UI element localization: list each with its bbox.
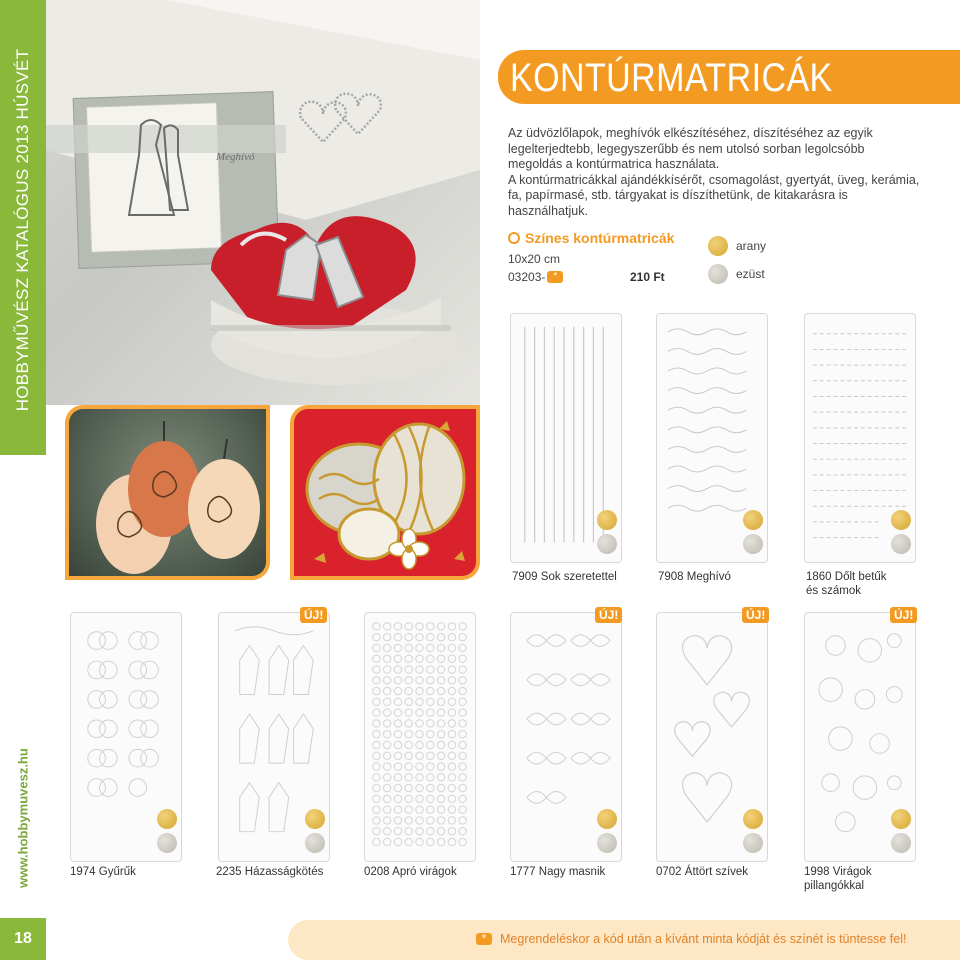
product-price: 210 Ft xyxy=(630,270,665,284)
new-badge-1998: ÚJ! xyxy=(890,607,917,623)
sheet-label-0208: 0208 Apró virágok xyxy=(364,866,457,878)
product-size: 10x20 cm xyxy=(508,252,561,266)
svg-text:Meghívó: Meghívó xyxy=(216,151,255,163)
silver-color-swatch[interactable] xyxy=(743,833,763,853)
gold-color-swatch[interactable] xyxy=(743,510,763,530)
star-icon: * xyxy=(476,933,492,945)
sheet-color-swatches xyxy=(743,510,763,554)
wedding-card-illustration xyxy=(46,0,480,405)
gold-color-swatch[interactable] xyxy=(597,510,617,530)
sheet-color-swatches xyxy=(891,510,911,554)
page-title: KONTÚRMATRICÁK xyxy=(510,56,833,100)
intro-paragraph-2: A kontúrmatricákkal ajándékkísérőt, csomagolást, gyertyát, üveg, kerámia, fa, papírmasé, stb. tárgyakat is díszíthetünk, de kitakarásra is használhatjuk. xyxy=(508,172,920,218)
sticker-sheet-7908[interactable] xyxy=(656,313,768,563)
sheet-pattern-flowers xyxy=(371,621,469,846)
catalog-title: HOBBYMŰVÉSZ KATALÓGUS 2013 HÚSVÉT xyxy=(13,48,32,412)
new-badge-0702: ÚJ! xyxy=(742,607,769,623)
gold-color-swatch[interactable] xyxy=(743,809,763,829)
gold-color-swatch[interactable] xyxy=(305,809,325,829)
gold-color-swatch xyxy=(708,236,728,256)
silver-color-swatch[interactable] xyxy=(743,534,763,554)
sheet-label-7909: 7909 Sok szeretettel xyxy=(512,571,617,583)
sheet-color-swatches xyxy=(157,809,177,853)
wedding-card-photo xyxy=(46,0,480,405)
sheet-color-swatches xyxy=(597,809,617,853)
sticker-sheet-1860[interactable] xyxy=(804,313,916,563)
sheet-label-1860: 1860 Dőlt betűk és számok xyxy=(806,571,887,597)
sticker-sheet-0702[interactable] xyxy=(656,612,768,862)
silver-color-swatch[interactable] xyxy=(597,833,617,853)
silver-label: ezüst xyxy=(736,267,765,281)
product-code: 03203- xyxy=(508,270,546,284)
legend-gold xyxy=(708,232,766,260)
sheet-label-1998: 1998 Virágok pillangókkal xyxy=(804,866,872,892)
sticker-sheet-0208[interactable] xyxy=(364,612,476,862)
sticker-sheet-2235[interactable] xyxy=(218,612,330,862)
catalog-sidebar xyxy=(0,0,46,455)
color-legend xyxy=(708,232,766,288)
sheet-color-swatches xyxy=(743,809,763,853)
intro-text xyxy=(508,126,920,219)
gold-color-swatch[interactable] xyxy=(891,809,911,829)
bullet-circle-icon xyxy=(508,232,520,244)
gold-color-swatch[interactable] xyxy=(597,809,617,829)
sticker-sheet-1974[interactable] xyxy=(70,612,182,862)
new-badge-1777: ÚJ! xyxy=(595,607,622,623)
legend-silver xyxy=(708,260,766,288)
egg-candles-photo xyxy=(65,405,270,580)
product-title: Színes kontúrmatricák xyxy=(525,230,675,246)
gold-color-swatch[interactable] xyxy=(891,510,911,530)
easter-eggs-card-photo xyxy=(290,405,480,580)
gold-label: arany xyxy=(736,239,767,253)
egg-candles-illustration xyxy=(69,409,266,576)
sheet-label-0702: 0702 Áttört szívek xyxy=(656,866,749,878)
product-title-row xyxy=(508,230,678,246)
website-link[interactable]: www.hobbymuvesz.hu xyxy=(15,748,31,888)
silver-color-swatch[interactable] xyxy=(891,534,911,554)
sheet-label-7908: 7908 Meghívó xyxy=(658,571,731,583)
silver-color-swatch[interactable] xyxy=(305,833,325,853)
easter-eggs-illustration xyxy=(294,409,476,576)
page-number: 18 xyxy=(0,918,46,960)
sticker-sheet-1777[interactable] xyxy=(510,612,622,862)
sheet-color-swatches xyxy=(597,510,617,554)
sheet-label-1974: 1974 Gyűrűk xyxy=(70,866,136,878)
silver-color-swatch[interactable] xyxy=(597,534,617,554)
product-code-row xyxy=(508,270,678,284)
gold-color-swatch[interactable] xyxy=(157,809,177,829)
silver-color-swatch[interactable] xyxy=(157,833,177,853)
sticker-sheet-1998[interactable] xyxy=(804,612,916,862)
sheet-color-swatches xyxy=(891,809,911,853)
footer-note: Megrendeléskor a kód után a kívánt minta kódját és színét is tüntesse fel! xyxy=(500,932,907,946)
star-icon: * xyxy=(547,271,563,283)
silver-color-swatch[interactable] xyxy=(891,833,911,853)
new-badge-2235: ÚJ! xyxy=(300,607,327,623)
silver-color-swatch xyxy=(708,264,728,284)
sheet-label-1777: 1777 Nagy masnik xyxy=(510,866,606,878)
product-info xyxy=(508,230,678,284)
sticker-sheet-7909[interactable] xyxy=(510,313,622,563)
intro-paragraph-1: Az üdvözlőlapok, meghívók elkészítéséhez, díszítéséhez az egyik legelterjedtebb, legegyszerűbb és nem utolsó sorban legolcsóbb megoldás a kontúrmatrica használata. xyxy=(508,126,873,171)
sheet-color-swatches xyxy=(305,809,325,853)
sheet-label-2235: 2235 Házasságkötés xyxy=(216,866,324,878)
